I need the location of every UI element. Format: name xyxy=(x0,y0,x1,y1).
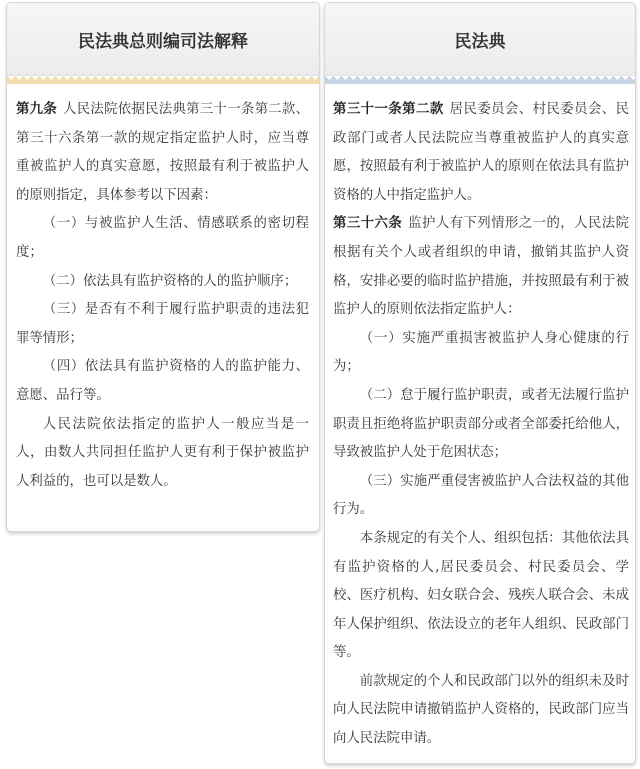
card-title: 民法典总则编司法解释 xyxy=(7,3,319,76)
closing-paragraph: 人民法院依法指定的监护人一般应当是一人，由数人共同担任监护人更有利于保护被监护人利益的，也可以是数人。 xyxy=(16,416,309,489)
decorative-border xyxy=(7,76,319,84)
article-text: 监护人有下列情形之一的，人民法院根据有关个人或者组织的申请，撤销其监护人资格，安排必要的临时监护措施，并按照最有利于被监护人的原则依法指定监护人： xyxy=(333,216,630,318)
article-label: 第三十六条 xyxy=(333,216,403,232)
article-label: 第三十一条第二款 xyxy=(333,102,444,117)
card-body xyxy=(325,84,635,754)
card-title: 民法典 xyxy=(325,3,635,76)
interpretation-card xyxy=(6,2,320,532)
decorative-border xyxy=(325,76,635,84)
list-item: （二）怠于履行监护职责，或者无法履行监护职责且拒绝将监护职责部分或者全部委托给他人，导致被监护人处于危困状态； xyxy=(333,387,629,461)
list-item: （一）实施严重损害被监护人身心健康的行为； xyxy=(333,330,629,375)
article-label: 第九条 xyxy=(16,102,58,117)
body-paragraph: 本条规定的有关个人、组织包括：其他依法具有监护资格的人,居民委员会、村民委员会、学校、医疗机构、妇女联合会、残疾人联合会、未成年人保护组织、依法设立的老年人组织、民政部门等。 xyxy=(333,530,629,661)
list-item: （三）实施严重侵害被监护人合法权益的其他行为。 xyxy=(333,473,629,518)
article-text: 居民委员会、村民委员会、民政部门或者人民法院应当尊重被监护人的真实意愿，按照最有利于被监护人的原则在依法具有监护资格的人中指定监护人。 xyxy=(333,102,630,203)
list-item: （二）依法具有监护资格的人的监护顺序； xyxy=(42,273,298,289)
list-item: （一）与被监护人生活、情感联系的密切程度； xyxy=(16,216,309,260)
article-paragraph xyxy=(16,96,309,210)
article-text: 人民法院依据民法典第三十一条第二款、第三十六条第一款的规定指定监护人时，应当尊重被监护人的真实意愿，按照最有利于被监护人的原则指定，具体参考以下因素： xyxy=(16,102,310,203)
article-paragraph xyxy=(333,96,629,210)
civil-code-card xyxy=(324,2,636,764)
card-body xyxy=(7,84,319,496)
list-item: （三）是否有不利于履行监护职责的违法犯罪等情形； xyxy=(16,302,309,346)
article-paragraph xyxy=(333,210,629,324)
body-paragraph: 前款规定的个人和民政部门以外的组织未及时向人民法院申请撤销监护人资格的，民政部门应当向人民法院申请。 xyxy=(333,673,629,747)
list-item: （四）依法具有监护资格的人的监护能力、意愿、品行等。 xyxy=(16,359,309,403)
